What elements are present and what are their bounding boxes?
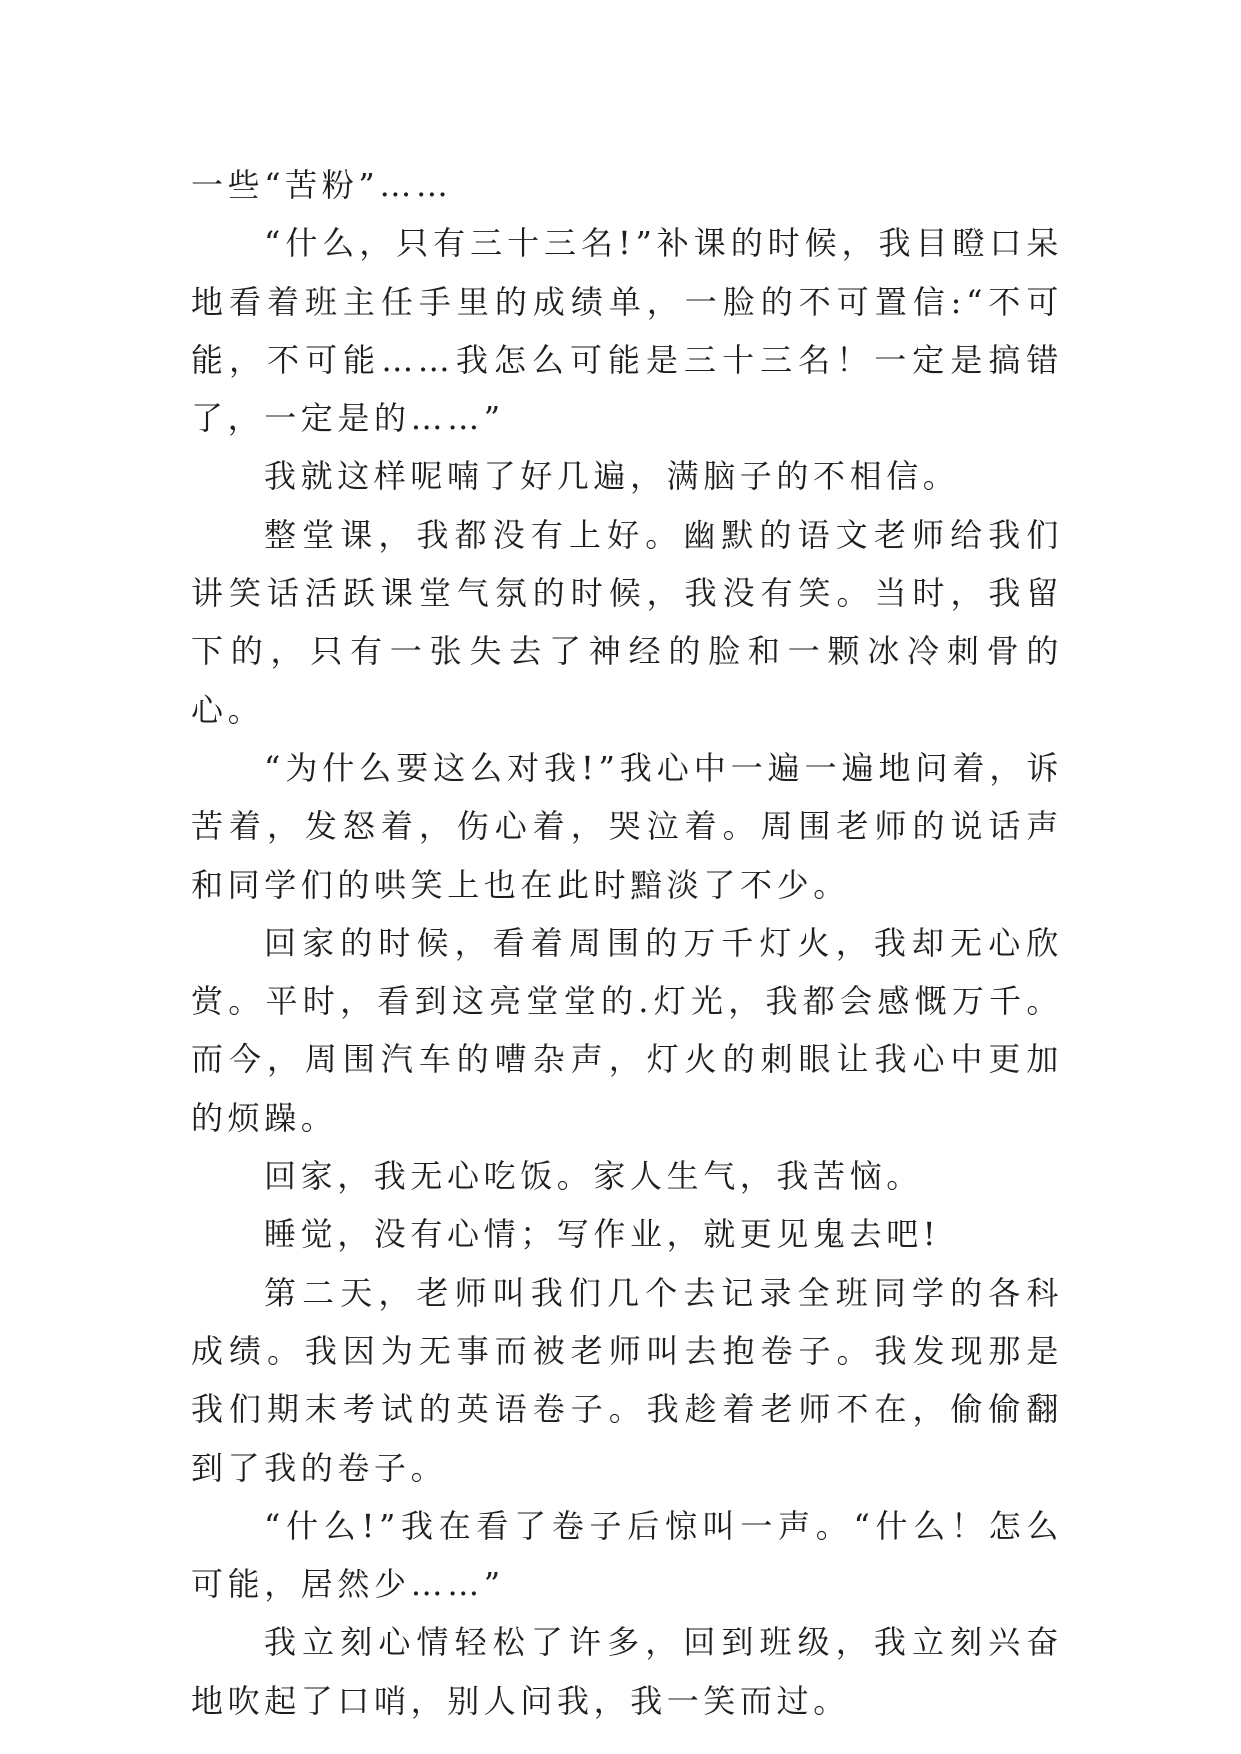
paragraph: 回家，我无心吃饭。家人生气，我苦恼。 (264, 1157, 923, 1196)
paragraph: 我立刻心情轻松了许多，回到班级，我立刻兴奋地吹起了口哨，别人问我，我一笑而过。 (191, 1623, 1063, 1720)
paragraph: 我就这样呢喃了好几遍，满脑子的不相信。 (264, 457, 960, 496)
paragraph: 整堂课，我都没有上好。幽默的语文老师给我们讲笑话活跃课堂气氛的时候，我没有笑。当时，我留下的，只有一张失去了神经的脸和一颗冰冷刺骨的心。 (191, 515, 1063, 729)
paragraph: 睡觉，没有心情；写作业，就更见鬼去吧! (264, 1215, 941, 1254)
document-body (191, 156, 1063, 1730)
paragraph-continuation: 一些“苦粉”…… (191, 166, 453, 204)
paragraph: “为什么要这么对我!”我心中一遍一遍地问着，诉苦着，发怒着，伤心着，哭泣着。周围老师的说话声和同学们的哄笑上也在此时黯淡了不少。 (191, 748, 1063, 904)
paragraph: “什么!”我在看了卷子后惊叫一声。“什么！怎么可能，居然少……” (191, 1506, 1063, 1604)
paragraph: 回家的时候，看着周围的万千灯火，我却无心欣赏。平时，看到这亮堂堂的.灯光，我都会感慨万千。而今，周围汽车的嘈杂声，灯火的刺眼让我心中更加的烦躁。 (191, 923, 1063, 1137)
paragraph: 第二天，老师叫我们几个去记录全班同学的各科成绩。我因为无事而被老师叫去抱卷子。我发现那是我们期末考试的英语卷子。我趁着老师不在，偷偷翻到了我的卷子。 (191, 1273, 1063, 1487)
paragraph: “什么，只有三十三名!”补课的时候，我目瞪口呆地看着班主任手里的成绩单，一脸的不可置信:“不可能，不可能……我怎么可能是三十三名！一定是搞错了，一定是的……” (191, 224, 1063, 438)
